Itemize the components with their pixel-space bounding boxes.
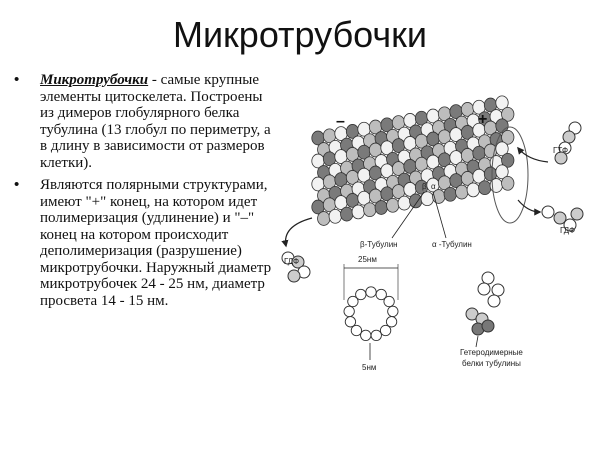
protofilament-section — [384, 296, 394, 306]
beta-tubulin-label: β-Тубулин — [360, 240, 398, 249]
tubulin-subunit — [352, 205, 364, 219]
tubulin-subunit — [456, 185, 468, 199]
cross-section-ring — [344, 287, 398, 341]
tubulin-subunit — [341, 207, 353, 221]
gtp-label-right: ГДФ — [560, 226, 576, 235]
tubulin-subunit — [410, 194, 422, 208]
minus-end-sign: – — [336, 113, 345, 130]
tubulin-subunit — [398, 196, 410, 210]
protofilament-section — [361, 330, 371, 340]
gtp-dimer-chain — [553, 122, 581, 164]
beta-marker: β — [422, 182, 427, 191]
depolymerization-arrow-left — [286, 218, 312, 246]
protofilament-section — [371, 330, 381, 340]
heterodimer-caption-line2: белки тубулины — [462, 359, 521, 368]
gdp-label-left: ГДФ — [284, 257, 300, 266]
tubulin-subunit — [444, 187, 456, 201]
tubulin-subunit — [387, 198, 399, 212]
alpha-marker: α — [431, 182, 436, 191]
gdp-dimer-right — [542, 206, 583, 235]
tubulin-subunit — [364, 203, 376, 217]
tubulin-subunit — [375, 201, 387, 215]
bullet-text-polarity: Являются полярными структурами, имеют "+" конец, на котором идет полимеризация (удлинение) и "–" конец на котором происходит деполимеризация (разрушение) микротрубочки. Наружный диаметр микротрубочек 24 - 25 нм, диаметр просвета 14 - 15 нм. — [40, 177, 272, 309]
tubulin-subunit — [467, 183, 479, 197]
gtp-label: ГТФ — [553, 146, 569, 155]
tubulin-subunit — [479, 181, 491, 195]
bullet-marker: • — [14, 71, 20, 88]
gdp-dimer-left — [282, 252, 310, 282]
wall-thickness-label: 5нм — [362, 363, 377, 372]
bullet-text-definition: - самые крупные элементы цитоскелета. Построены из димеров глобулярного белка тубулина (13 глобул по периметру, а в длину в зависимости от размеров клетки). — [40, 72, 271, 171]
term-microtubules: Микротрубочки — [40, 72, 149, 88]
protofilament-section — [388, 306, 398, 316]
plus-end-sign: + — [478, 111, 488, 128]
protofilament-section — [366, 287, 376, 297]
bullet-marker: • — [14, 176, 20, 193]
heterodimer-pointer-line — [476, 336, 478, 347]
tubulin-subunit — [502, 176, 514, 190]
protofilament-section — [345, 317, 355, 327]
polymerization-arrow — [518, 148, 548, 162]
tubulin-subunit — [329, 209, 341, 223]
alpha-tubulin-label: α -Тубулин — [432, 240, 472, 249]
protofilament-section — [344, 306, 354, 316]
heterodimer-caption-line1: Гетеродимерные — [460, 348, 523, 357]
slide-title: Микротрубочки — [172, 14, 428, 55]
tubulin-heterodimers — [466, 272, 504, 335]
protofilament-section — [380, 325, 390, 335]
depolymerization-arrow-right — [518, 200, 540, 212]
outer-diameter-label: 25нм — [358, 255, 377, 264]
tubulin-subunit — [318, 212, 330, 226]
protofilament-section — [356, 289, 366, 299]
